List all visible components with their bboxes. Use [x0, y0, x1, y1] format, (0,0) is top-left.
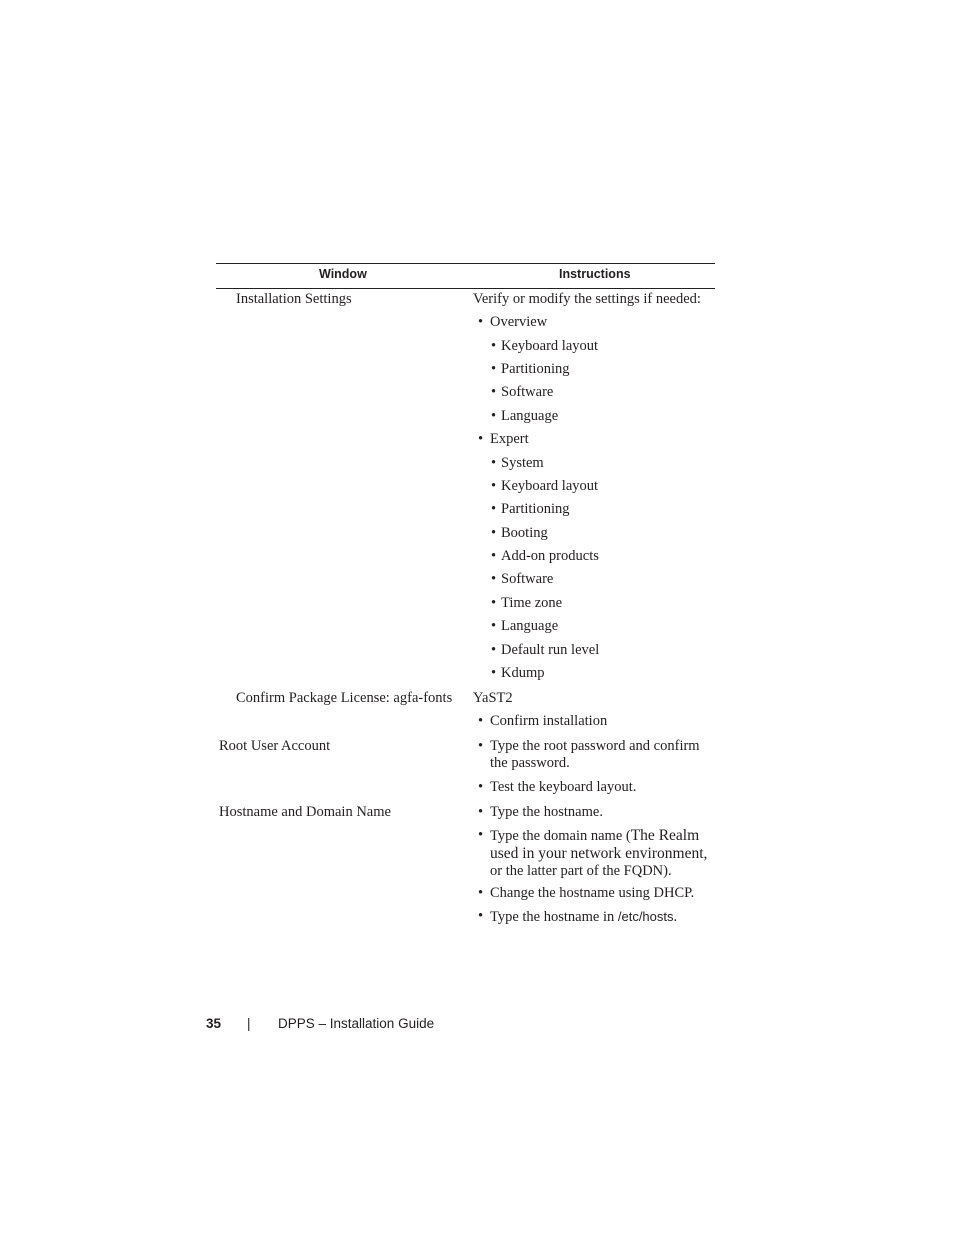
expert-label: Expert	[490, 431, 529, 447]
list-item: Software	[501, 571, 554, 587]
window-hostname-domain: Hostname and Domain Name	[219, 804, 391, 820]
list-item: Type the root password and confirm the password.	[490, 738, 700, 771]
column-header-window: Window	[319, 267, 367, 281]
bullet-icon: •	[491, 665, 497, 681]
list-item: Type the hostname.	[490, 804, 603, 820]
realm-text: The Realm used in your network environment,	[490, 827, 708, 862]
bullet-icon: •	[491, 501, 497, 517]
bullet-icon: •	[491, 525, 497, 541]
window-confirm-license: Confirm Package License: agfa-fonts	[236, 690, 453, 706]
footer-separator: |	[247, 1016, 251, 1031]
column-header-instructions: Instructions	[559, 267, 631, 281]
domain-name-text: Type the domain name (	[490, 828, 631, 844]
list-item: Partitioning	[501, 361, 570, 377]
bullet-icon: •	[478, 908, 484, 924]
footer-title: DPPS – Installation Guide	[278, 1016, 435, 1031]
list-item	[490, 827, 715, 880]
bullet-icon: •	[478, 713, 484, 729]
list-item: Software	[501, 384, 554, 400]
list-item: Booting	[501, 525, 548, 541]
list-item: System	[501, 455, 544, 471]
bullet-icon: •	[491, 338, 497, 354]
overview-label: Overview	[490, 314, 548, 330]
list-item: Change the hostname using DHCP.	[490, 885, 695, 901]
bullet-icon: •	[491, 384, 497, 400]
list-item: Language	[501, 618, 559, 634]
window-installation-settings: Installation Settings	[236, 291, 352, 307]
bullet-icon: •	[478, 738, 484, 754]
bullet-icon: •	[478, 314, 484, 330]
bullet-icon: •	[478, 779, 484, 795]
bullet-icon: •	[491, 455, 497, 471]
bullet-icon: •	[491, 548, 497, 564]
hosts-path: /etc/hosts	[617, 909, 674, 924]
bullet-icon: •	[478, 804, 484, 820]
page-number: 35	[206, 1016, 222, 1031]
list-item: Confirm installation	[490, 713, 608, 729]
list-item	[490, 908, 677, 926]
bullet-icon: •	[491, 408, 497, 424]
bullet-icon: •	[478, 885, 484, 901]
table-top-rule	[216, 263, 715, 264]
bullet-icon: •	[491, 571, 497, 587]
window-root-user-account: Root User Account	[219, 738, 331, 754]
list-item: Test the keyboard layout.	[490, 779, 637, 795]
list-item: Keyboard layout	[501, 338, 599, 354]
list-item: Default run level	[501, 642, 600, 658]
list-item: Time zone	[501, 595, 563, 611]
bullet-icon: •	[491, 595, 497, 611]
table-header-rule	[216, 288, 715, 289]
bullet-icon: •	[491, 618, 497, 634]
bullet-icon: •	[491, 478, 497, 494]
fqdn-text: or the latter part of the FQDN).	[490, 863, 672, 879]
list-item: Kdump	[501, 665, 545, 681]
confirm-license-intro: YaST2	[473, 690, 513, 706]
bullet-icon: •	[478, 431, 484, 447]
hosts-period: .	[673, 909, 678, 925]
bullet-icon: •	[491, 361, 497, 377]
list-item: Keyboard layout	[501, 478, 599, 494]
hosts-text: Type the hostname in	[490, 909, 618, 925]
installation-settings-intro: Verify or modify the settings if needed:	[473, 291, 701, 307]
list-item: Add-on products	[501, 548, 599, 564]
bullet-icon: •	[491, 642, 497, 658]
list-item: Language	[501, 408, 559, 424]
list-item: Partitioning	[501, 501, 570, 517]
bullet-icon: •	[478, 827, 484, 843]
